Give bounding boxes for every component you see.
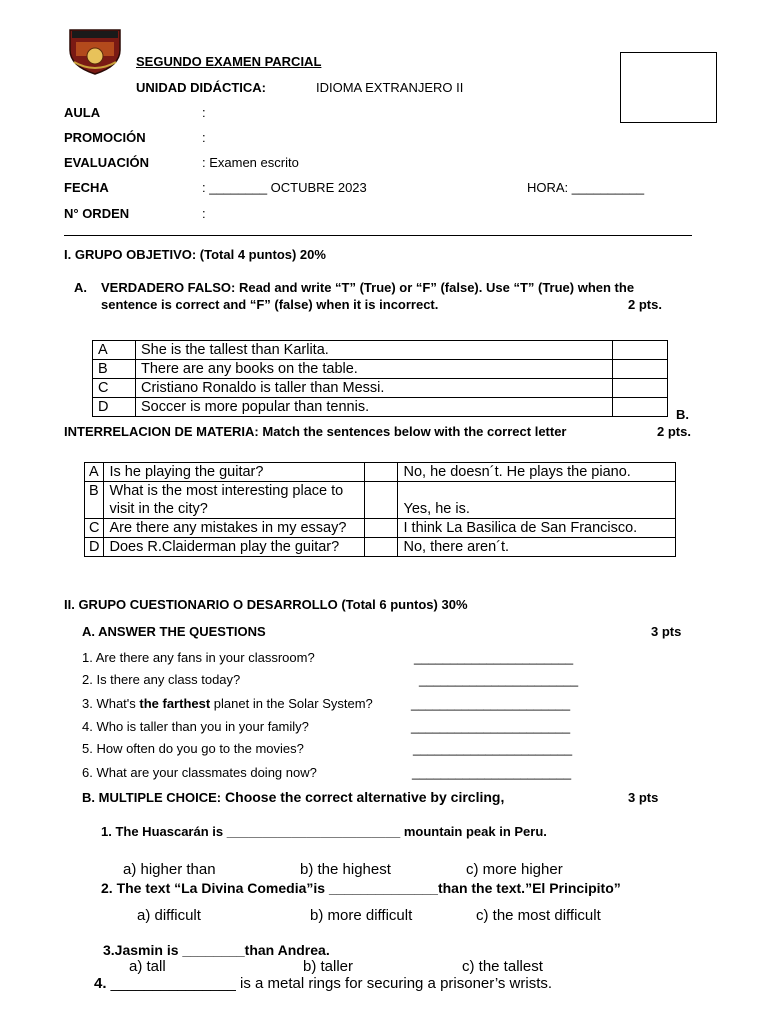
answer-cell[interactable] — [613, 341, 668, 360]
row-sentence: She is the tallest than Karlita. — [136, 341, 613, 360]
table-row — [85, 463, 676, 482]
field-label-aula: AULA — [64, 105, 101, 120]
mc-item-2-option-b[interactable]: b) more difficult — [310, 907, 413, 924]
mc-item-2-option-c[interactable]: c) the most difficult — [476, 907, 601, 924]
field-value-evaluacion: : Examen escrito — [202, 155, 299, 170]
row-letter: D — [93, 398, 136, 417]
photo-box — [620, 52, 717, 123]
question-5: 5. How often do you go to the movies? — [82, 741, 304, 756]
row-question: Does R.Claiderman play the guitar? — [104, 538, 365, 557]
match-answer-cell[interactable] — [365, 519, 398, 538]
mc-item-1-stem: 1. The Huascarán is ________________________ mountain peak in Peru. — [101, 824, 547, 839]
answer-questions-title: A. ANSWER THE QUESTIONS — [82, 624, 266, 639]
unit-value: IDIOMA EXTRANJERO II — [316, 80, 464, 95]
mc-item-3-stem: 3.Jasmin is ________than Andrea. — [103, 942, 330, 958]
answer-line-2[interactable]: ______________________ — [419, 672, 579, 687]
row-answer: Yes, he is. — [398, 482, 676, 519]
multiple-choice-title: B. MULTIPLE CHOICE: Choose the correct alternative by circling, — [82, 789, 505, 805]
question-6: 6. What are your classmates doing now? — [82, 765, 317, 780]
table-row — [93, 341, 668, 360]
match-answer-cell[interactable] — [365, 482, 398, 519]
answer-line-3[interactable]: ______________________ — [411, 696, 571, 711]
row-letter: D — [85, 538, 104, 557]
row-letter: B — [93, 360, 136, 379]
exam-title: SEGUNDO EXAMEN PARCIAL — [136, 54, 322, 69]
part-a-instruction-1: VERDADERO FALSO: Read and write “T” (True) or “F” (false). Use “T” (True) when the — [101, 280, 635, 295]
table-row — [85, 482, 676, 519]
part-a-points: 2 pts. — [628, 297, 662, 312]
true-false-table — [92, 340, 668, 417]
row-letter: A — [93, 341, 136, 360]
matching-table — [84, 462, 676, 557]
row-question: What is the most interesting place to visit in the city? — [104, 482, 365, 519]
unit-label: UNIDAD DIDÁCTICA: — [136, 80, 266, 95]
part-b-letter: B. — [676, 407, 689, 422]
match-answer-cell[interactable] — [365, 538, 398, 557]
table-row — [93, 398, 668, 417]
field-label-orden: N° ORDEN — [64, 206, 130, 221]
question-2: 2. Is there any class today? — [82, 672, 241, 687]
field-label-promocion: PROMOCIÓN — [64, 130, 146, 145]
table-row — [93, 379, 668, 398]
row-sentence: Soccer is more popular than tennis. — [136, 398, 613, 417]
answer-cell[interactable] — [613, 379, 668, 398]
answer-line-6[interactable]: ______________________ — [412, 765, 572, 780]
answer-cell[interactable] — [613, 398, 668, 417]
row-answer: I think La Basilica de San Francisco. — [398, 519, 676, 538]
field-value-fecha: : ________ OCTUBRE 2023 — [202, 180, 367, 195]
answer-cell[interactable] — [613, 360, 668, 379]
part-a-letter: A. — [74, 280, 87, 295]
row-letter: C — [85, 519, 104, 538]
field-value-orden: : — [202, 206, 206, 221]
row-letter: C — [93, 379, 136, 398]
hora-field: HORA: __________ — [527, 180, 645, 195]
table-row — [85, 538, 676, 557]
answer-questions-points: 3 pts — [651, 624, 682, 639]
row-question: Are there any mistakes in my essay? — [104, 519, 365, 538]
section2-title: II. GRUPO CUESTIONARIO O DESARROLLO (Total 6 puntos) 30% — [64, 597, 468, 612]
row-answer: No, he doesn´t. He plays the piano. — [398, 463, 676, 482]
question-3: 3. What's the farthest planet in the Solar System? — [82, 696, 373, 711]
mc-item-2-option-a[interactable]: a) difficult — [137, 907, 201, 924]
answer-line-1[interactable]: ______________________ — [414, 650, 574, 665]
mc-item-1-option-a[interactable]: a) higher than — [123, 861, 216, 878]
field-label-evaluacion: EVALUACIÓN — [64, 155, 149, 170]
row-answer: No, there aren´t. — [398, 538, 676, 557]
row-question: Is he playing the guitar? — [104, 463, 365, 482]
answer-line-5[interactable]: ______________________ — [413, 741, 573, 756]
mc-item-3-option-c[interactable]: c) the tallest — [462, 958, 543, 975]
field-value-aula: : — [202, 105, 206, 120]
multiple-choice-points: 3 pts — [628, 790, 659, 805]
row-letter: A — [85, 463, 104, 482]
answer-line-4[interactable]: ______________________ — [411, 719, 571, 734]
question-4: 4. Who is taller than you in your family? — [82, 719, 309, 734]
mc-item-2-stem: 2. The text “La Divina Comedia”is ______________than the text.”El Principito” — [101, 880, 621, 896]
school-crest-logo — [66, 26, 124, 76]
section1-title: I. GRUPO OBJETIVO: (Total 4 puntos) 20% — [64, 247, 326, 262]
row-letter: B — [85, 482, 104, 519]
question-1: 1. Are there any fans in your classroom? — [82, 650, 315, 665]
field-label-fecha: FECHA — [64, 180, 109, 195]
part-b-title: INTERRELACION DE MATERIA: Match the sentences below with the correct letter — [64, 424, 567, 439]
mc-item-4: 4. _______________ is a metal rings for securing a prisoner’s wrists. — [94, 975, 553, 992]
mc-item-1-option-c[interactable]: c) more higher — [466, 861, 563, 878]
field-value-promocion: : — [202, 130, 206, 145]
table-row — [85, 519, 676, 538]
part-a-instruction-2: sentence is correct and “F” (false) when it is incorrect. — [101, 297, 439, 312]
mc-item-1-option-b[interactable]: b) the highest — [300, 861, 391, 878]
row-sentence: Cristiano Ronaldo is taller than Messi. — [136, 379, 613, 398]
mc-item-3-option-b[interactable]: b) taller — [303, 958, 354, 975]
part-b-points: 2 pts. — [657, 424, 691, 439]
table-row — [93, 360, 668, 379]
mc-item-3-option-a[interactable]: a) tall — [129, 958, 166, 975]
header-divider — [64, 235, 692, 236]
match-answer-cell[interactable] — [365, 463, 398, 482]
row-sentence: There are any books on the table. — [136, 360, 613, 379]
